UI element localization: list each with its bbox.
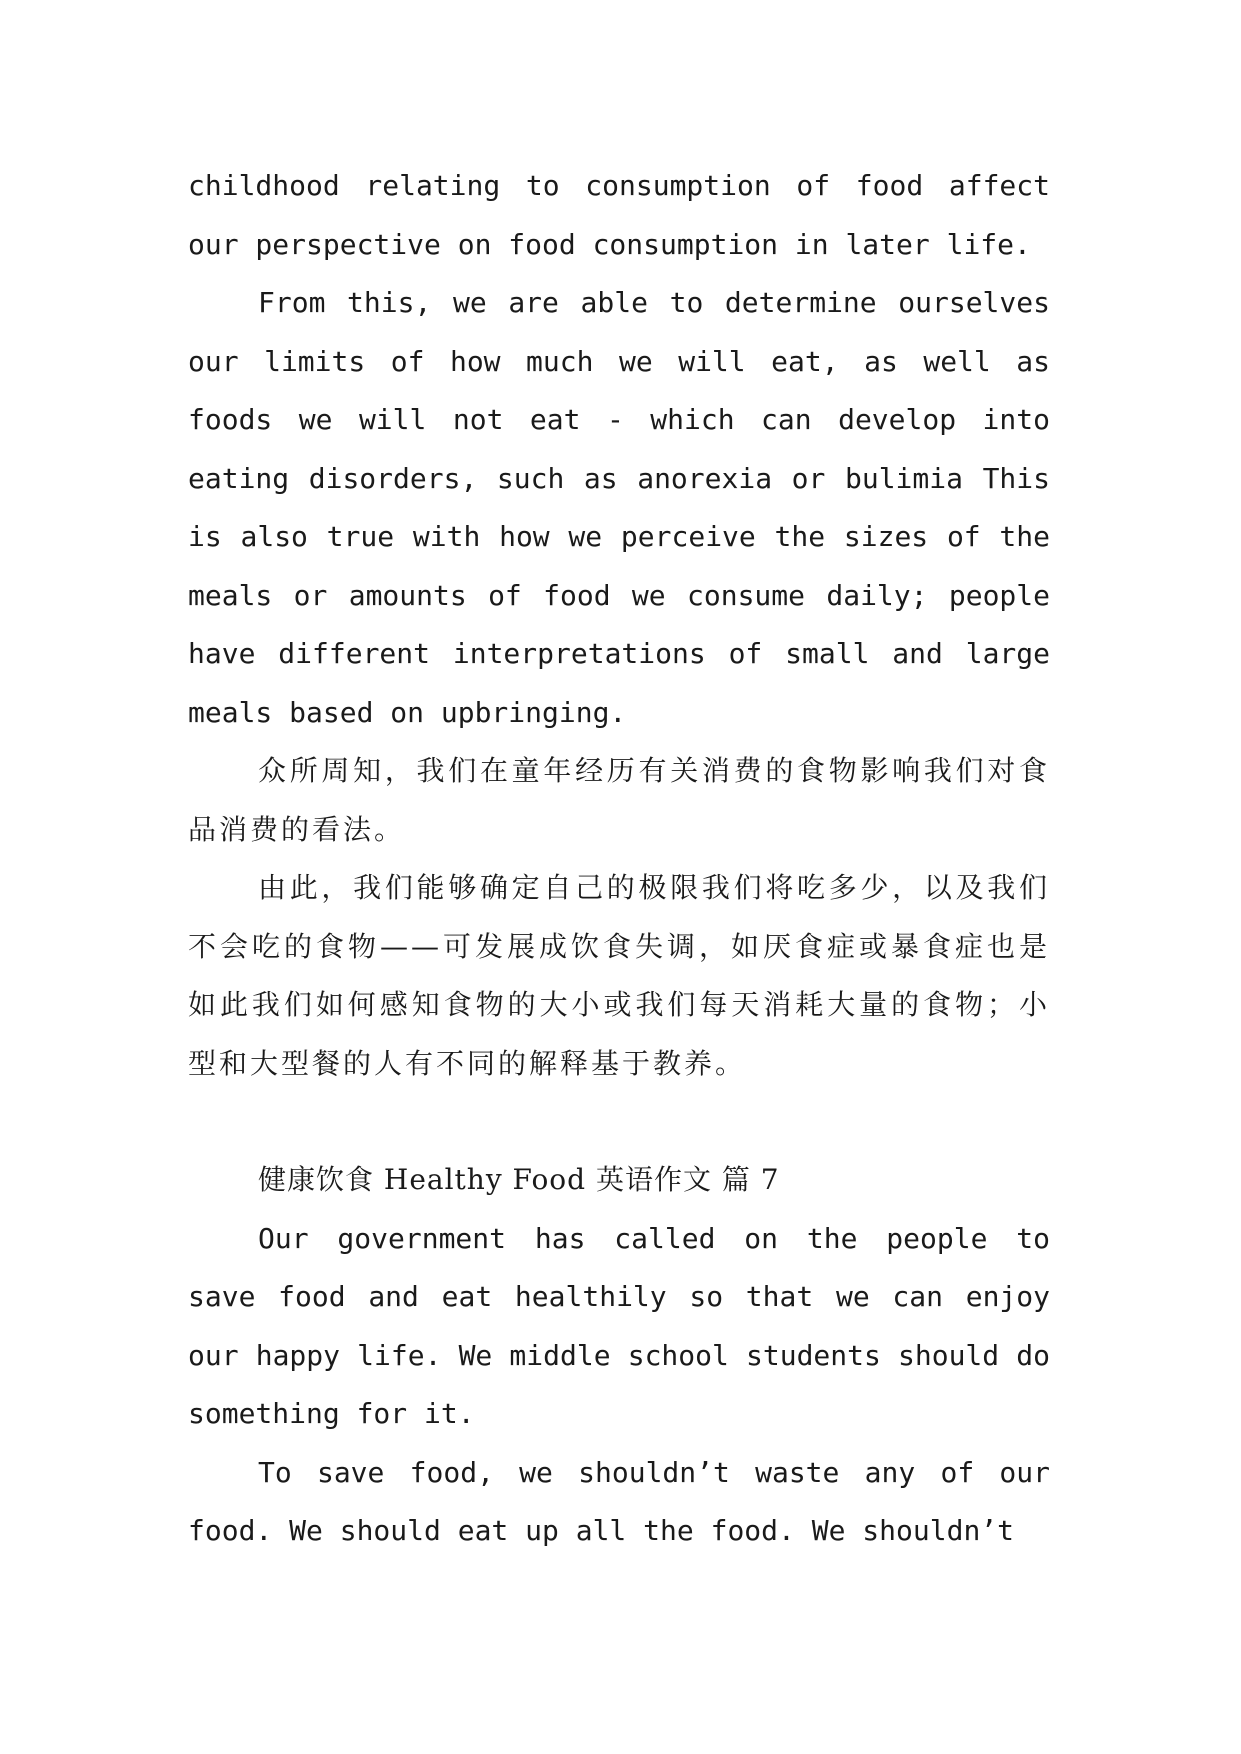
paragraph-government: Our government has called on the people to save food and eat healthily so that we can enjoy our happy life. We middle school students should do something for it.: [188, 1221, 1050, 1430]
paragraph-translation-1: 众所周知，我们在童年经历有关消费的食物影响我们对食品消费的看法。: [188, 754, 1050, 846]
paragraph-limits: From this, we are able to determine ourselves our limits of how much we will eat, as well as foods we will not eat - which can develop into eating disorders, such as anorexia or bulimia This is also true with how we perceive the sizes of the meals or amounts of food we consume daily; people have different interpretations of small and large meals based on upbringing.: [188, 286, 1050, 729]
section-spacer: [188, 1093, 1050, 1151]
paragraph-translation-2: 由此，我们能够确定自己的极限我们将吃多少，以及我们不会吃的食物——可发展成饮食失调，如厌食症或暴食症也是如此我们如何感知食物的大小或我们每天消耗大量的食物；小型和大型餐的人有不同的解释基于教养。: [188, 871, 1050, 1080]
section-heading: 健康饮食 Healthy Food 英语作文 篇 7: [258, 1163, 780, 1196]
document-body: [188, 157, 1050, 1561]
paragraph-continuation: childhood relating to consumption of food affect our perspective on food consumption in later life.: [188, 169, 1050, 261]
paragraph-save-food: To save food, we shouldn’t waste any of our food. We should eat up all the food. We shouldn’t: [188, 1455, 1050, 1547]
